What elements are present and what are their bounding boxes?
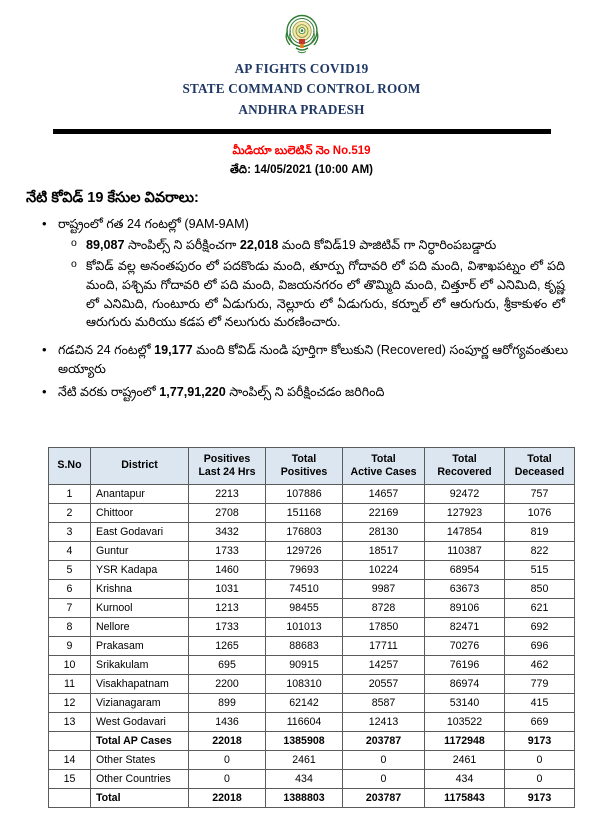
cell-sno: 12 — [49, 694, 91, 713]
cell-sno: 7 — [49, 599, 91, 618]
bulletin-date-value: : 14/05/2021 (10:00 AM) — [247, 164, 373, 177]
bullet-list-primary — [0, 215, 603, 332]
table-row — [49, 504, 575, 523]
title-line-1: AP FIGHTS COVID19 — [234, 61, 369, 76]
cell-total-active-cases: 10224 — [343, 561, 425, 580]
cell-positives-last-24hrs: 1213 — [189, 599, 266, 618]
cell-total-recovered: 2461 — [425, 751, 505, 770]
cell-total-positives: 129726 — [266, 542, 343, 561]
cell-sno: 3 — [49, 523, 91, 542]
cell-positives-last-24hrs: 0 — [189, 770, 266, 789]
table-row — [49, 523, 575, 542]
cell-total-active-cases: 0 — [343, 751, 425, 770]
cell-total-active-cases: 14257 — [343, 656, 425, 675]
cell-positives-last-24hrs: 1733 — [189, 618, 266, 637]
cell-total-active-cases: 28130 — [343, 523, 425, 542]
cell-district: Kurnool — [91, 599, 189, 618]
cell-total-recovered: 110387 — [425, 542, 505, 561]
cell-district: Prakasam — [91, 637, 189, 656]
cell-total-recovered: 1172948 — [425, 732, 505, 751]
col-header-positives-last-24hrs: Positives Last 24 Hrs — [189, 448, 266, 485]
cell-total-recovered: 76196 — [425, 656, 505, 675]
sub-bullet-samples-tested — [86, 236, 573, 255]
cell-positives-last-24hrs: 1031 — [189, 580, 266, 599]
cell-total-deceased: 692 — [505, 618, 575, 637]
cell-district: YSR Kadapa — [91, 561, 189, 580]
cell-district: West Godavari — [91, 713, 189, 732]
cell-total-deceased: 9173 — [505, 732, 575, 751]
cell-total-recovered: 1175843 — [425, 789, 505, 808]
cell-total-recovered: 82471 — [425, 618, 505, 637]
page-title — [0, 59, 603, 120]
cell-positives-last-24hrs: 2213 — [189, 485, 266, 504]
cell-positives-last-24hrs: 0 — [189, 751, 266, 770]
cell-total-positives: 1385908 — [266, 732, 343, 751]
cell-district: Other States — [91, 751, 189, 770]
cell-total-deceased: 696 — [505, 637, 575, 656]
bullet-item-recovered — [58, 341, 603, 378]
cell-total-recovered: 89106 — [425, 599, 505, 618]
cell-district: Anantapur — [91, 485, 189, 504]
sub-bullet-deaths-by-district — [86, 257, 573, 333]
title-line-2: STATE COMMAND CONTROL ROOM — [182, 81, 421, 97]
cell-total-recovered: 147854 — [425, 523, 505, 542]
cell-positives-last-24hrs: 1436 — [189, 713, 266, 732]
cell-total-deceased: 757 — [505, 485, 575, 504]
table-header-row — [49, 448, 575, 485]
cell-sno: 1 — [49, 485, 91, 504]
cell-total-active-cases: 12413 — [343, 713, 425, 732]
cell-total-positives: 90915 — [266, 656, 343, 675]
district-stats-table-container — [48, 447, 574, 808]
cell-positives-last-24hrs: 1460 — [189, 561, 266, 580]
table-row — [49, 675, 575, 694]
cell-total-positives: 176803 — [266, 523, 343, 542]
cell-total-recovered: 86974 — [425, 675, 505, 694]
cell-total-deceased: 822 — [505, 542, 575, 561]
cell-sno: 5 — [49, 561, 91, 580]
cell-sno — [49, 789, 91, 808]
table-header — [49, 448, 575, 485]
col-header-district: District — [91, 448, 189, 485]
cell-total-active-cases: 8587 — [343, 694, 425, 713]
bullet-item-total-samples — [58, 383, 603, 402]
cell-sno: 14 — [49, 751, 91, 770]
cell-total-deceased: 621 — [505, 599, 575, 618]
cell-total-recovered: 103522 — [425, 713, 505, 732]
cell-total-active-cases: 14657 — [343, 485, 425, 504]
cell-total-active-cases: 8728 — [343, 599, 425, 618]
cell-sno: 6 — [49, 580, 91, 599]
table-row — [49, 542, 575, 561]
cell-district: Vizianagaram — [91, 694, 189, 713]
cell-total-positives: 151168 — [266, 504, 343, 523]
col-header-total-active-cases: Total Active Cases — [343, 448, 425, 485]
cell-district: Total AP Cases — [91, 732, 189, 751]
cell-district: Chittoor — [91, 504, 189, 523]
cell-total-active-cases: 17850 — [343, 618, 425, 637]
cell-total-positives: 79693 — [266, 561, 343, 580]
emblem-container — [0, 0, 603, 56]
cell-district: East Godavari — [91, 523, 189, 542]
table-row — [49, 599, 575, 618]
cell-sno: 2 — [49, 504, 91, 523]
cell-total-recovered: 70276 — [425, 637, 505, 656]
cell-total-deceased: 462 — [505, 656, 575, 675]
cell-total-deceased: 669 — [505, 713, 575, 732]
table-body — [49, 485, 575, 808]
cell-total-deceased: 850 — [505, 580, 575, 599]
cell-total-positives: 116604 — [266, 713, 343, 732]
bullet-item-recovered-rich: గడచిన 24 గంటల్లో 19,177 మంది కోవిడ్ నుండి పూర్తిగా కోలుకుని (Recovered) సంపూర్ణ ఆరోగ్యవంతులు అయ్యారు — [58, 343, 569, 376]
cell-total-positives: 434 — [266, 770, 343, 789]
bullet-list-recovery-block — [0, 341, 603, 401]
cell-total-active-cases: 22169 — [343, 504, 425, 523]
cell-sno: 9 — [49, 637, 91, 656]
bullet-list-secondary — [58, 236, 573, 332]
cell-total-active-cases: 17711 — [343, 637, 425, 656]
cell-total-deceased: 819 — [505, 523, 575, 542]
cell-total-deceased: 779 — [505, 675, 575, 694]
cell-positives-last-24hrs: 22018 — [189, 732, 266, 751]
cell-district: Guntur — [91, 542, 189, 561]
bullet-list-secondary-group — [0, 341, 603, 401]
cell-total-recovered: 63673 — [425, 580, 505, 599]
bulletin-header — [0, 143, 603, 180]
table-row — [49, 637, 575, 656]
cell-district: Nellore — [91, 618, 189, 637]
cell-total-positives: 107886 — [266, 485, 343, 504]
cell-district: Srikakulam — [91, 656, 189, 675]
bullet-item-last24hrs-text: రాష్ట్రంలో గత 24 గంటల్లో (9AM-9AM) — [58, 217, 249, 232]
section-heading: నేటి కోవిడ్ 19 కేసుల వివరాలు: — [26, 189, 199, 206]
cell-total-deceased: 0 — [505, 751, 575, 770]
andhra-pradesh-emblem-icon — [282, 12, 322, 56]
table-row — [49, 580, 575, 599]
cell-total-active-cases: 203787 — [343, 732, 425, 751]
table-row — [49, 770, 575, 789]
bulletin-date — [0, 162, 603, 180]
district-stats-table — [48, 447, 575, 808]
bulletin-date-label: తేది — [229, 164, 248, 177]
cell-positives-last-24hrs: 22018 — [189, 789, 266, 808]
cell-total-positives: 108310 — [266, 675, 343, 694]
cell-sno: 11 — [49, 675, 91, 694]
col-header-total-recovered: Total Recovered — [425, 448, 505, 485]
table-row — [49, 618, 575, 637]
cell-total-active-cases: 203787 — [343, 789, 425, 808]
cell-total-recovered: 434 — [425, 770, 505, 789]
cell-total-recovered: 53140 — [425, 694, 505, 713]
cell-positives-last-24hrs: 3432 — [189, 523, 266, 542]
bulletin-number: మీడియా బులెటిన్ నెం No.519 — [232, 145, 371, 158]
cell-district: Krishna — [91, 580, 189, 599]
bullet-item-total-samples-rich: నేటి వరకు రాష్ట్రంలో 1,77,91,220 సాంపిల్స్ ని పరీక్షించడం జరిగింది — [58, 384, 385, 399]
cell-total-deceased: 415 — [505, 694, 575, 713]
cell-positives-last-24hrs: 1733 — [189, 542, 266, 561]
cell-positives-last-24hrs: 899 — [189, 694, 266, 713]
cell-positives-last-24hrs: 695 — [189, 656, 266, 675]
cell-total-active-cases: 9987 — [343, 580, 425, 599]
cell-total-recovered: 127923 — [425, 504, 505, 523]
sub-bullet-samples-tested-rich: 89,087 సాంపిల్స్ ని పరీక్షించగా 22,018 మంది కోవిడ్19 పాజిటివ్ గా నిర్ధారింపబడ్డారు — [86, 237, 497, 252]
table-total-row — [49, 789, 575, 808]
cell-total-deceased: 0 — [505, 770, 575, 789]
cell-sno: 13 — [49, 713, 91, 732]
cell-total-positives: 88683 — [266, 637, 343, 656]
cell-total-active-cases: 0 — [343, 770, 425, 789]
cell-district: Other Countries — [91, 770, 189, 789]
cell-total-recovered: 92472 — [425, 485, 505, 504]
cell-total-deceased: 515 — [505, 561, 575, 580]
table-row — [49, 694, 575, 713]
cell-positives-last-24hrs: 1265 — [189, 637, 266, 656]
cell-total-positives: 74510 — [266, 580, 343, 599]
cell-sno: 8 — [49, 618, 91, 637]
cell-district: Total — [91, 789, 189, 808]
table-row — [49, 713, 575, 732]
bullet-item-last24hrs — [58, 215, 603, 332]
cell-total-deceased: 9173 — [505, 789, 575, 808]
cell-total-recovered: 68954 — [425, 561, 505, 580]
table-row — [49, 485, 575, 504]
cell-total-active-cases: 20557 — [343, 675, 425, 694]
sub-bullet-deaths-rich: కోవిడ్ వల్ల అనంతపురం లో పదకొండు మంది, తూర్పు గోదావరి లో పది మంది, విశాఖపట్నం లో పది మంది, పశ్చిమ గోదావరి లో పది మంది, విజయనగరం లో తొమ్మిది మంది, చిత్తూర్ లో ఎనిమిది, కృష్ణ లో ఎనిమిది, గుంటూరు లో ఏడుగురు, నెల్లూరు లో ఏడుగురు, కర్నూల్ లో ఆరుగురు, శ్రీకాకుళం లో ఆరుగురు మరియు కడప లో నలుగురు మరణించారు. — [86, 258, 565, 330]
table-row — [49, 561, 575, 580]
table-row — [49, 656, 575, 675]
cell-sno — [49, 732, 91, 751]
cell-total-positives: 2461 — [266, 751, 343, 770]
col-header-sno: S.No — [49, 448, 91, 485]
cell-sno: 15 — [49, 770, 91, 789]
table-total-row — [49, 732, 575, 751]
cell-total-positives: 98455 — [266, 599, 343, 618]
cell-sno: 10 — [49, 656, 91, 675]
cell-district: Visakhapatnam — [91, 675, 189, 694]
cell-positives-last-24hrs: 2200 — [189, 675, 266, 694]
col-header-total-positives: Total Positives — [266, 448, 343, 485]
cell-total-positives: 101013 — [266, 618, 343, 637]
cell-total-deceased: 1076 — [505, 504, 575, 523]
header-divider — [53, 129, 551, 134]
title-line-3: ANDHRA PRADESH — [238, 101, 365, 117]
col-header-total-deceased: Total Deceased — [505, 448, 575, 485]
table-row — [49, 751, 575, 770]
cell-total-active-cases: 18517 — [343, 542, 425, 561]
cell-positives-last-24hrs: 2708 — [189, 504, 266, 523]
cell-total-positives: 1388803 — [266, 789, 343, 808]
cell-total-positives: 62142 — [266, 694, 343, 713]
cell-sno: 4 — [49, 542, 91, 561]
